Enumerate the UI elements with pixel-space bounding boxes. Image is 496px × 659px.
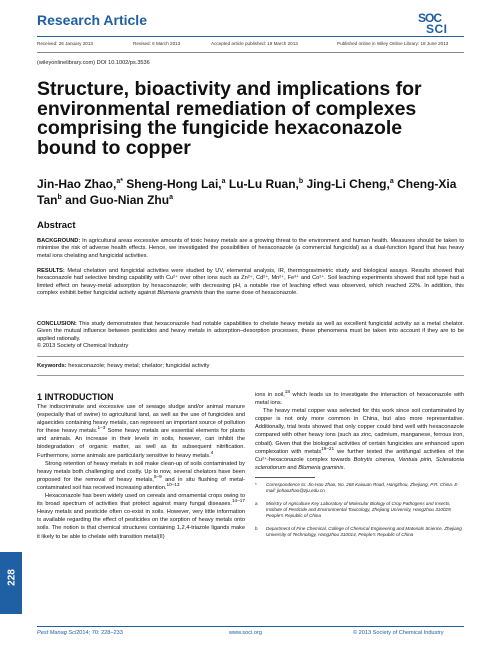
conclusion-text: This study demonstrates that hexaconazole had notable capabilities to chelate heavy metals as well as excellent fungicidal activity as a metal chelator. Given the mutual influence between pesticides and heavy metals in adsorption–desorption processes, these phenomena must be taken into account if they are to be applied rationally. xyxy=(37,321,464,342)
intro-paragraph xyxy=(255,407,464,472)
abstract-conclusion xyxy=(37,321,464,351)
affiliation-a-footnote xyxy=(255,501,464,520)
citation-ref[interactable]: 10–13 xyxy=(166,482,180,488)
journal-name: Pest Manag Sci xyxy=(37,630,77,636)
results-species: Blumeria graminis xyxy=(157,290,203,297)
article-title: Structure, bioactivity and implications for environmental remediation of complexes comprising the fungicide hexaconazole bound to copper xyxy=(37,78,422,159)
author-list xyxy=(37,176,467,208)
footnote-text: Ministry of Agriculture Key Laboratory of Molecular Biology of Crop Pathogens and Insects, Institute of Pesticide and Environmental Toxicology, Zhejiang University, Hangzhou 310029, People's Republic of China xyxy=(266,501,452,519)
online-date: Published online in Wiley Online Library: 18 June 2013 xyxy=(337,41,449,46)
left-column xyxy=(37,403,245,541)
paragraph-text: Hexaconazole has been widely used on cereals and ornamental crops owing to its broad spectrum of activities that protect against many fungal diseases. xyxy=(37,493,245,508)
author-name[interactable]: Lu-Lu Ruan, xyxy=(225,177,299,191)
paragraph-text: Heavy metals and pesticide often co-exist in soils. However, very little information is available regarding the effect of pesticides on the sorption of heavy metals onto soils. The notion is that chemical structures containing 1,2,4-triazole ligands make it likely to be able to chelate with transition metal(II) xyxy=(37,509,245,540)
species-names: Botrytis cinerea, Ventuia pirin, Scleratonia sclerotiorum xyxy=(255,456,464,471)
author-name[interactable]: Jing-Li Cheng, xyxy=(303,177,390,191)
paragraph-text: Some heavy metals are essential elements for plants and animals. An increase in their levels in soils, however, can inhibit the biodegradation of organic matter, as well as its subsequent nitrification. Furthermore, some animals are particularly sensitive to heavy metals. xyxy=(37,428,245,459)
dates-divider xyxy=(37,52,464,53)
soci-logo xyxy=(418,11,464,37)
footnote-text: Department of Fine Chemical, College of Chemical Engineering and Materials Science, Zhejiang University of Technology, Hangzhou 310014, People's Republic of China xyxy=(266,526,462,538)
keywords-divider-bottom xyxy=(37,375,464,376)
abstract-background xyxy=(37,238,464,260)
correspondence-footnote xyxy=(255,482,464,494)
affiliation-mark: a* xyxy=(116,178,123,185)
citation-ref[interactable]: 19–21 xyxy=(321,445,335,451)
results-text: Metal chelation and fungicidal activities were studied by UV, elemental analysis, IR, thermogravimetric study and biological assays. Results showed that hexaconazole had selective binding capability with Cu²⁺ over other ions such as Zn²⁺, Cd²⁺, Mn²⁺, Fe³⁺ and Co²⁺. Soil leaching experiments showed that soil type had a limited effect on heavy-metal adsorption by hexaconazole; with decreasing pH, a notable rise of leaching effect was observed, which reached 22%. In addition, this complex exhibit better fungicidal activity against xyxy=(37,268,464,297)
citation-ref[interactable]: 18 xyxy=(284,389,290,395)
intro-paragraph xyxy=(37,460,245,492)
paragraph-text: ions in soil, xyxy=(255,392,285,398)
affiliation-mark: a xyxy=(389,178,394,185)
article-type-label: Research Article xyxy=(37,12,147,28)
footnote-divider xyxy=(255,477,315,478)
results-tail: than the same dose of hexaconazole. xyxy=(202,290,298,297)
citation-ref[interactable]: 5–9 xyxy=(153,473,162,479)
keywords-divider-top xyxy=(37,356,464,357)
affiliation-mark: a xyxy=(221,178,226,185)
footnote-mark: a xyxy=(255,501,258,506)
background-label: BACKGROUND: xyxy=(37,238,81,244)
footer-divider xyxy=(37,626,464,627)
paragraph-text: The heavy metal copper was selected for this work since soil contaminated by copper is not only more common in China, but also more representative. Additionally, trial tests showed that only copper could bind well with hexaconazole compared with other heavy ions (such as zinc, cadmium, manganese, ferrous iron, cobalt). Given that the biological activities of certain fungicides are enhanced upon complexation with metals xyxy=(255,408,464,455)
intro-paragraph xyxy=(37,403,245,460)
intro-paragraph xyxy=(255,391,464,407)
accepted-date: Accepted article published: 19 March 2013 xyxy=(211,41,298,46)
footnote-text: Correspondence to: Jin-Hao Zhao, No. 268 Kaixuan Road, Hangzhou, Zhejiang, P.R. China. E-mail: jinhaozhao@zju.edu.cn xyxy=(266,482,459,494)
footer-website[interactable]: www.soci.org xyxy=(229,630,262,636)
abstract-copyright: © 2013 Society of Chemical Industry xyxy=(37,343,129,350)
author-name[interactable]: Cheng-Xia Tan xyxy=(37,177,457,207)
page-number: 228 xyxy=(6,569,18,586)
abstract-heading: Abstract xyxy=(37,220,76,231)
page-footer xyxy=(37,630,464,640)
header-divider xyxy=(37,36,464,37)
abstract-results xyxy=(37,268,464,298)
logo-bottom-text: SCI xyxy=(426,22,448,36)
paragraph-text: we further tested the antifungal activities of the Cu²⁺-hexaconazole complex towards xyxy=(255,448,464,463)
footer-citation xyxy=(37,630,123,636)
citation-ref[interactable]: 1–3 xyxy=(97,425,106,431)
affiliation-mark: b xyxy=(57,194,62,201)
affiliation-mark: b xyxy=(298,178,304,185)
author-name[interactable]: Sheng-Hong Lai, xyxy=(122,177,222,191)
affiliation-mark: a xyxy=(169,194,173,201)
keywords-label: Keywords: xyxy=(37,363,67,369)
citation-ref[interactable]: 4 xyxy=(210,449,214,455)
revised-date: Revised: 6 March 2013 xyxy=(133,41,181,46)
page-number-tab xyxy=(0,552,22,614)
author-name[interactable]: and Guo-Nian Zhu xyxy=(61,193,170,207)
paragraph-text: Strong retention of heavy metals in soil make clean-up of soils contaminated by heavy metals both challenging and costly. Up to now, several chelators have been proposed for the removal of heavy metals, xyxy=(37,460,245,483)
keywords-line xyxy=(37,363,209,369)
author-name[interactable]: Jin-Hao Zhao, xyxy=(37,177,117,191)
keywords-text: hexaconazole; heavy metal; chelator; fungicidal activity xyxy=(66,363,210,369)
footnote-mark: * xyxy=(255,482,257,487)
footnote-mark: b xyxy=(255,526,258,531)
paragraph-text: The indiscriminate and excessive use of sewage sludge and/or animal manure (especially that of swine) to agricultural land, as well as the use of fungicides and algaecides containing heavy metals, can represent an important source of pollution for these heavy metals. xyxy=(37,404,245,435)
right-column xyxy=(255,391,464,472)
section-heading-introduction: 1 INTRODUCTION xyxy=(37,392,114,402)
paragraph-text: which leads us to investigate the interaction of hexaconazole with metal ions. xyxy=(255,392,464,407)
citation-details: 2014; 70: 228–233 xyxy=(76,630,123,636)
results-label: RESULTS: xyxy=(37,268,65,274)
affiliation-b-footnote xyxy=(255,526,464,538)
paragraph-text: and in situ flushing of metal-contaminated soil has received increasing attention. xyxy=(37,476,245,491)
background-text: In agricultural areas excessive amounts of toxic heavy metals are a growing threat to the environment and human health. Measures should be taken to minimise the risk of adverse health effects. Hence, we investigated the possibilities of hexaconazole (a commercial fungicidal) as a dual-function ligand that has heavy metal ions chelating and fungicidal activities. xyxy=(37,238,464,259)
citation-ref[interactable]: 14–17 xyxy=(231,498,245,504)
footer-copyright: © 2013 Society of Chemical Industry xyxy=(353,630,444,636)
intro-paragraph xyxy=(37,492,245,541)
logo-top-text: SOC xyxy=(418,11,442,25)
conclusion-label: CONCLUSION: xyxy=(37,321,77,327)
paragraph-text: and xyxy=(285,464,299,471)
species-names: Blumeria graminis xyxy=(298,464,344,471)
doi-line[interactable]: (wileyonlinelibrary.com) DOI 10.1002/ps.3536 xyxy=(37,60,150,66)
publication-dates xyxy=(37,41,464,51)
paragraph-text: . xyxy=(343,464,345,471)
received-date: Received: 26 January 2013 xyxy=(37,41,93,46)
